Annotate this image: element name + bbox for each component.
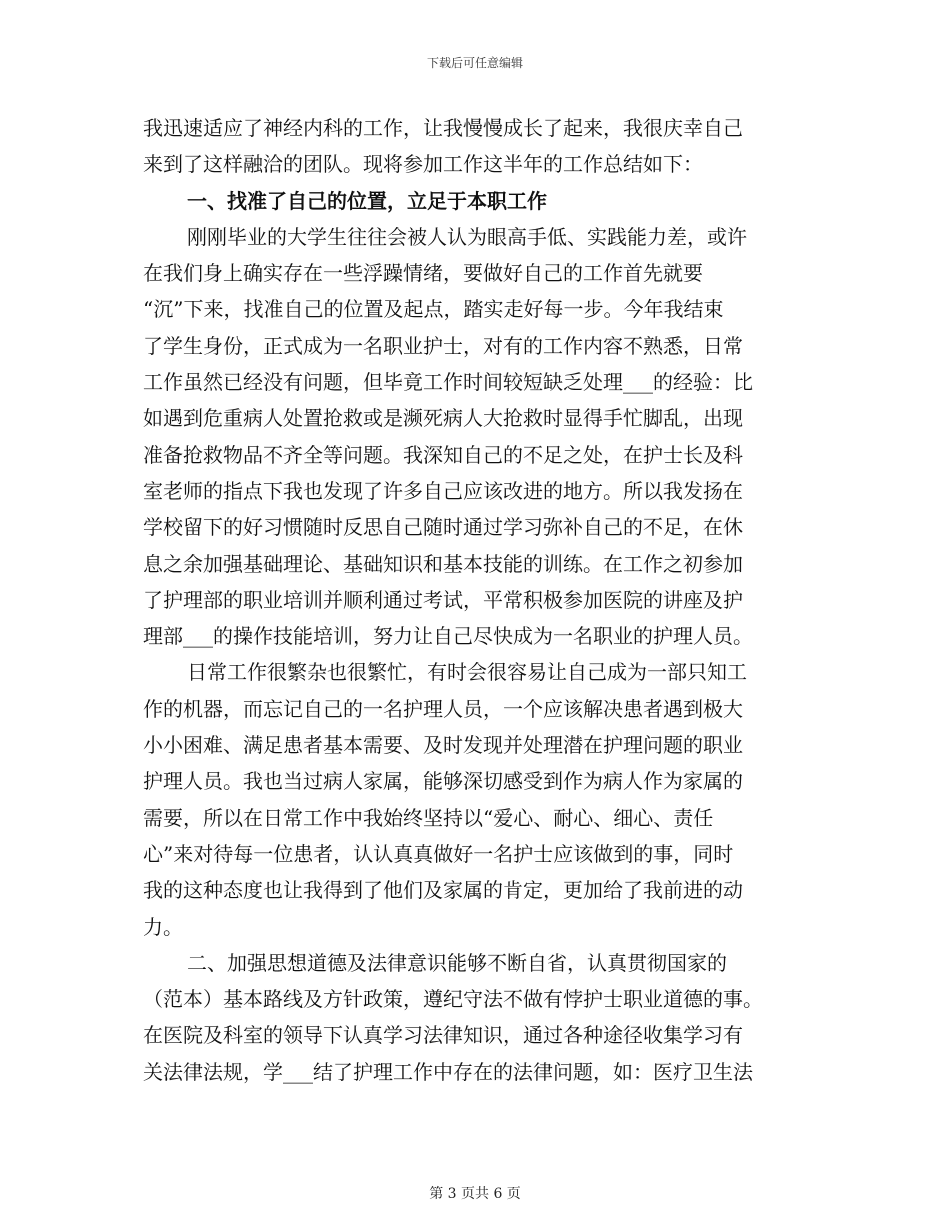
text-line: 力。	[143, 914, 183, 939]
text-line: 如遇到危重病人处置抢救或是濒死病人大抢救时显得手忙脚乱，出现	[143, 406, 743, 431]
text-line: 理部___的操作技能培训，努力让自己尽快成为一名职业的护理人员。	[143, 624, 753, 649]
document-body	[143, 110, 813, 1090]
text-line: 准备抢救物品不齐全等问题。我深知自己的不足之处，在护士长及科	[143, 442, 743, 467]
text-line: 作的机器，而忘记自己的一名护理人员，一个应该解决患者遇到极大	[143, 696, 743, 721]
text-line: （范本）基本路线及方针政策，遵纪守法不做有悖护士职业道德的事。	[143, 987, 763, 1012]
text-line: 心”来对待每一位患者，认认真真做好一名护士应该做到的事，同时	[143, 841, 734, 866]
text-line: 在我们身上确实存在一些浮躁情绪，要做好自己的工作首先就要	[143, 261, 703, 286]
text-line: 小小困难、满足患者基本需要、及时发现并处理潜在护理问题的职业	[143, 733, 743, 758]
text-line: 关法律法规，学___结了护理工作中存在的法律问题，如：医疗卫生法	[143, 1059, 753, 1084]
text-line: 刚刚毕业的大学生往往会被人认为眼高手低、实践能力差，或许	[187, 224, 747, 249]
text-line: 护理人员。我也当过病人家属，能够深切感受到作为病人作为家属的	[143, 769, 743, 794]
text-line: 日常工作很繁杂也很繁忙，有时会很容易让自己成为一部只知工	[187, 660, 747, 685]
text-line: 室老师的指点下我也发现了许多自己应该改进的地方。所以我发扬在	[143, 478, 743, 503]
section-heading: 一、找准了自己的位置，立足于本职工作	[187, 188, 547, 213]
page-footer: 第 3 页共 6 页	[429, 1186, 521, 1202]
text-line: 工作虽然已经没有问题，但毕竟工作时间较短缺乏处理___的经验：比	[143, 370, 753, 395]
text-line: 息之余加强基础理论、基础知识和基本技能的训练。在工作之初参加	[143, 551, 743, 576]
text-line: 了护理部的职业培训并顺利通过考试，平常积极参加医院的讲座及护	[143, 587, 743, 612]
text-line: 了学生身份，正式成为一名职业护士，对有的工作内容不熟悉，日常	[143, 333, 743, 358]
page-header: 下载后可任意编辑	[426, 56, 523, 70]
text-line: 我的这种态度也让我得到了他们及家属的肯定，更加给了我前进的动	[143, 878, 743, 903]
text-line: 在医院及科室的领导下认真学习法律知识，通过各种途径收集学习有	[143, 1023, 743, 1048]
text-line: 学校留下的好习惯随时反思自己随时通过学习弥补自己的不足，在休	[143, 515, 743, 540]
text-line: 来到了这样融洽的团队。现将参加工作这半年的工作总结如下：	[143, 152, 703, 177]
text-line: 我迅速适应了神经内科的工作，让我慢慢成长了起来，我很庆幸自己	[143, 116, 743, 140]
text-line: 二、加强思想道德及法律意识能够不断自省，认真贯彻国家的	[187, 950, 727, 975]
text-line: 需要，所以在日常工作中我始终坚持以“爱心、耐心、细心、责任	[143, 805, 714, 830]
text-line: “沉”下来，找准自己的位置及起点，踏实走好每一步。今年我结束	[143, 297, 724, 322]
